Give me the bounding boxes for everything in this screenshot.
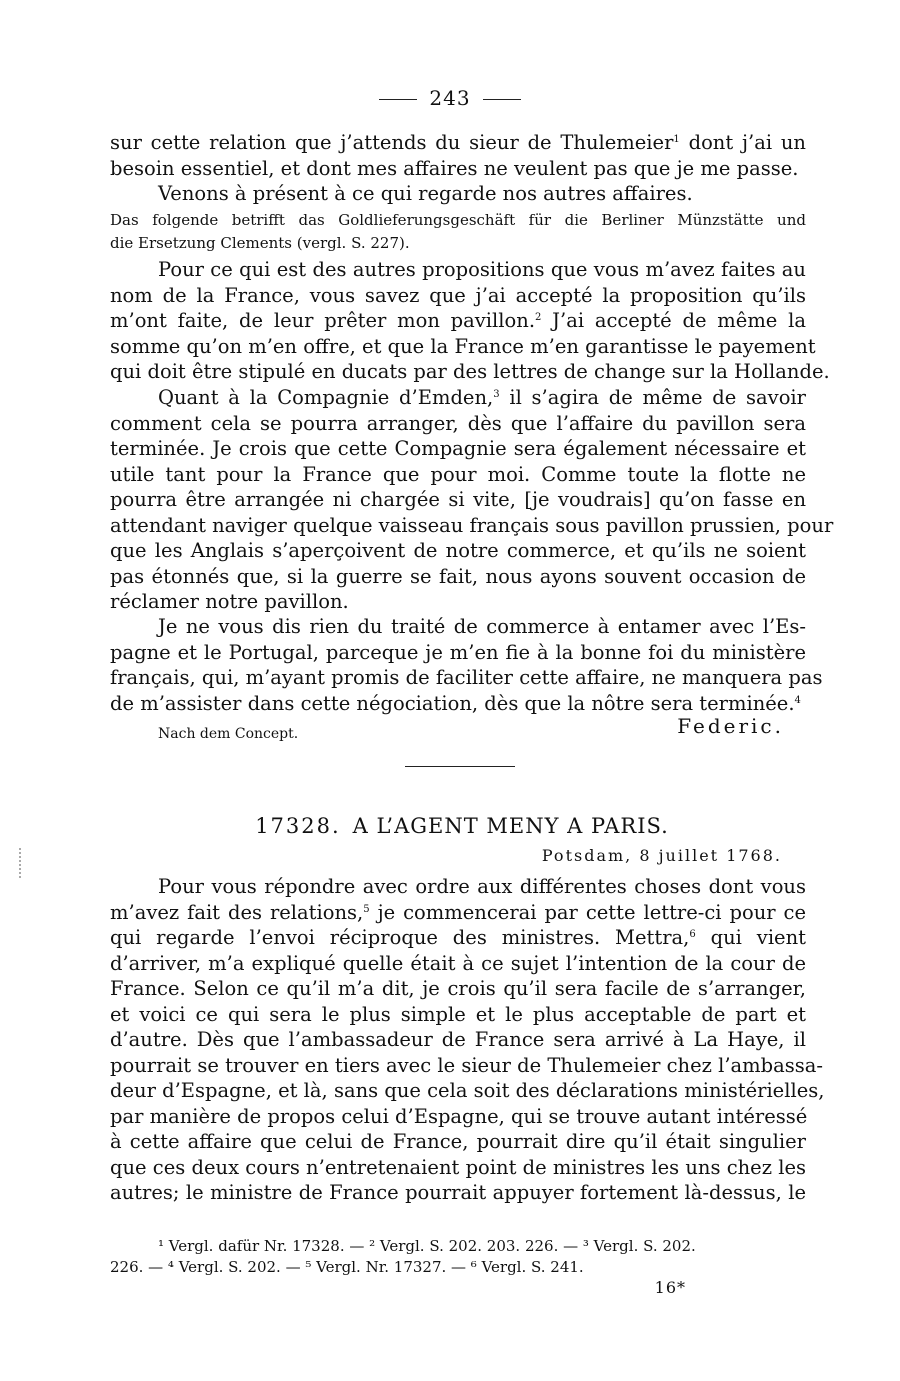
- text-segment: Venons à présent à ce qui regarde nos autres affaires.: [158, 182, 693, 205]
- text-line: [110, 1155, 806, 1181]
- text-segment: m’avez fait des relations,: [110, 900, 364, 924]
- text-line: [110, 589, 806, 615]
- text-line: [110, 181, 806, 207]
- text-line: [110, 257, 806, 283]
- text-line: [110, 308, 806, 334]
- text-line: [110, 900, 806, 926]
- dateline: Potsdam, 8 juillet 1768.: [541, 846, 782, 865]
- text-segment: deur d’Espagne, et là, sans que cela soit des déclarations ministérielles,: [110, 1079, 825, 1102]
- text-segment: J’ai accepté de même la: [541, 309, 806, 332]
- text-line: [110, 951, 806, 977]
- footnote-marker: 1: [673, 134, 680, 145]
- header-dash-right: [483, 99, 521, 100]
- footnote-marker: 5: [363, 903, 370, 915]
- text-segment: qui regarde l’envoi réciproque des ministres. Mettra,: [110, 926, 690, 949]
- text-segment: autres; le ministre de France pourrait appuyer fortement là-dessus, le: [110, 1181, 806, 1204]
- paragraph-5: [110, 874, 825, 1206]
- text-segment: qui vient: [695, 926, 806, 949]
- section-divider: [405, 766, 515, 767]
- footnotes: [110, 1236, 810, 1278]
- letter-heading: [0, 814, 900, 838]
- text-segment: que ces deux cours n’entretenaient point de ministres les uns chez les: [110, 1155, 806, 1179]
- margin-mark: [19, 848, 23, 878]
- paragraph-2: [110, 257, 830, 385]
- text-segment: à cette affaire que celui de France, pourrait dire qu’il était singulier: [110, 1130, 806, 1153]
- text-line: [110, 564, 806, 590]
- text-line: [110, 1129, 806, 1155]
- text-segment: m’ont faite, de leur prêter mon pavillon.: [110, 309, 536, 332]
- text-line: [110, 614, 806, 640]
- page-header: [0, 86, 900, 110]
- text-line: [110, 1027, 806, 1053]
- editor-note-line: Das folgende betrifft das Goldlieferungsgeschäft für die Berliner Münzstätte und: [110, 211, 806, 229]
- text-segment: attendant naviger quelque vaisseau français sous pavillon prussien, pour: [110, 513, 834, 537]
- text-line: [110, 283, 806, 309]
- text-segment: nom de la France, vous savez que j’ai accepté la proposition qu’ils: [110, 283, 806, 307]
- page-number: 243: [429, 86, 471, 110]
- text-segment: terminée. Je crois que cette Compagnie sera également nécessaire et: [110, 437, 806, 460]
- text-line: [110, 436, 806, 462]
- footnote-marker: 4: [794, 694, 801, 706]
- paragraph-4: [110, 614, 823, 716]
- header-dash-left: [379, 99, 417, 100]
- text-segment: somme qu’on m’en offre, et que la France m’en garantisse le payement: [110, 334, 816, 358]
- text-line: [110, 1002, 806, 1028]
- text-segment: qui doit être stipulé en ducats par des lettres de change sur la Hollande.: [110, 360, 830, 383]
- text-segment: et voici ce qui sera le plus simple et le plus acceptable de part et: [110, 1002, 806, 1026]
- sheet-signature-mark: 16*: [654, 1278, 686, 1297]
- text-segment: Je ne vous dis rien du traité de commerce à entamer avec l’Es-: [158, 615, 806, 638]
- text-line: [110, 334, 816, 360]
- text-segment: d’arriver, m’a expliqué quelle était à ce sujet l’intention de la cour de: [110, 951, 806, 975]
- text-segment: je commencerai par cette lettre-ci pour ce: [369, 900, 806, 924]
- text-line: [110, 665, 823, 691]
- text-segment: dont j’ai un: [679, 131, 806, 154]
- editor-note: [110, 209, 806, 255]
- text-segment: réclamer notre pavillon.: [110, 590, 349, 613]
- text-line: [110, 1104, 806, 1130]
- text-line: [110, 130, 806, 156]
- text-segment: par manière de propos celui d’Espagne, qui se trouve autant intéressé: [110, 1104, 808, 1128]
- text-line: [110, 1053, 824, 1079]
- text-line: [110, 538, 806, 564]
- text-line: [110, 487, 806, 513]
- text-segment: pas étonnés que, si la guerre se fait, nous ayons souvent occasion de: [110, 564, 806, 588]
- footnote-marker: 2: [535, 312, 542, 323]
- text-segment: pourrait se trouver en tiers avec le sieur de Thulemeier chez l’ambassa-: [110, 1053, 824, 1077]
- text-segment: de m’assister dans cette négociation, dès que la nôtre sera terminée.: [110, 691, 795, 715]
- text-line: [110, 925, 806, 951]
- text-line: [110, 874, 806, 900]
- text-segment: Pour ce qui est des autres propositions que vous m’avez faites au: [158, 258, 806, 281]
- text-segment: Pour vous répondre avec ordre aux différentes choses dont vous: [158, 875, 806, 898]
- paragraph-1: [110, 130, 806, 207]
- text-line: [110, 691, 806, 717]
- text-segment: France. Selon ce qu’il m’a dit, je crois qu’il sera facile de s’arranger,: [110, 977, 806, 1000]
- text-segment: sur cette relation que j’attends du sieur de Thulemeier: [110, 131, 674, 154]
- text-segment: utile tant pour la France que pour moi. Comme toute la flotte ne: [110, 462, 806, 486]
- text-line: [110, 640, 806, 666]
- footnote-line: 226. — ⁴ Vergl. S. 202. — ⁵ Vergl. Nr. 17327. — ⁶ Vergl. S. 241.: [110, 1258, 584, 1276]
- letter-number: 17328.: [255, 814, 341, 838]
- text-segment: français, qui, m’ayant promis de faciliter cette affaire, ne manquera pas: [110, 666, 823, 689]
- text-segment: pourra être arrangée ni chargée si vite, [je voudrais] qu’on fasse en: [110, 488, 806, 511]
- footnote-line: ¹ Vergl. dafür Nr. 17328. — ² Vergl. S. 202. 203. 226. — ³ Vergl. S. 202.: [158, 1237, 696, 1255]
- text-segment: Quant à la Compagnie d’Emden,: [158, 386, 494, 409]
- footnote-marker: 6: [689, 929, 696, 940]
- letter-title: A L’AGENT MENY A PARIS.: [352, 814, 669, 838]
- text-segment: besoin essentiel, et dont mes affaires ne veulent pas que je me passe.: [110, 156, 799, 180]
- text-line: [110, 156, 806, 182]
- text-line: [110, 462, 806, 488]
- text-line: [110, 359, 830, 385]
- text-line: [110, 385, 806, 411]
- text-line: [110, 1078, 825, 1104]
- text-segment: pagne et le Portugal, parceque je m’en fie à la bonne foi du ministère: [110, 640, 806, 664]
- text-segment: comment cela se pourra arranger, dès que l’affaire du pavillon sera: [110, 411, 806, 435]
- editor-note-line: die Ersetzung Clements (vergl. S. 227).: [110, 234, 410, 252]
- text-segment: que les Anglais s’aperçoivent de notre commerce, et qu’ils ne soient: [110, 539, 806, 562]
- text-line: [110, 513, 834, 539]
- text-line: [110, 1180, 806, 1206]
- source-note: Nach dem Concept.: [158, 726, 299, 742]
- paragraph-3: [110, 385, 834, 615]
- text-segment: il s’agira de même de savoir: [499, 386, 806, 409]
- text-line: [110, 976, 806, 1002]
- text-line: [110, 411, 806, 437]
- text-segment: d’autre. Dès que l’ambassadeur de France sera arrivé à La Haye, il: [110, 1028, 806, 1051]
- signature: Federic.: [677, 714, 784, 738]
- signature-row: [110, 714, 806, 748]
- footnote-marker: 3: [493, 389, 500, 400]
